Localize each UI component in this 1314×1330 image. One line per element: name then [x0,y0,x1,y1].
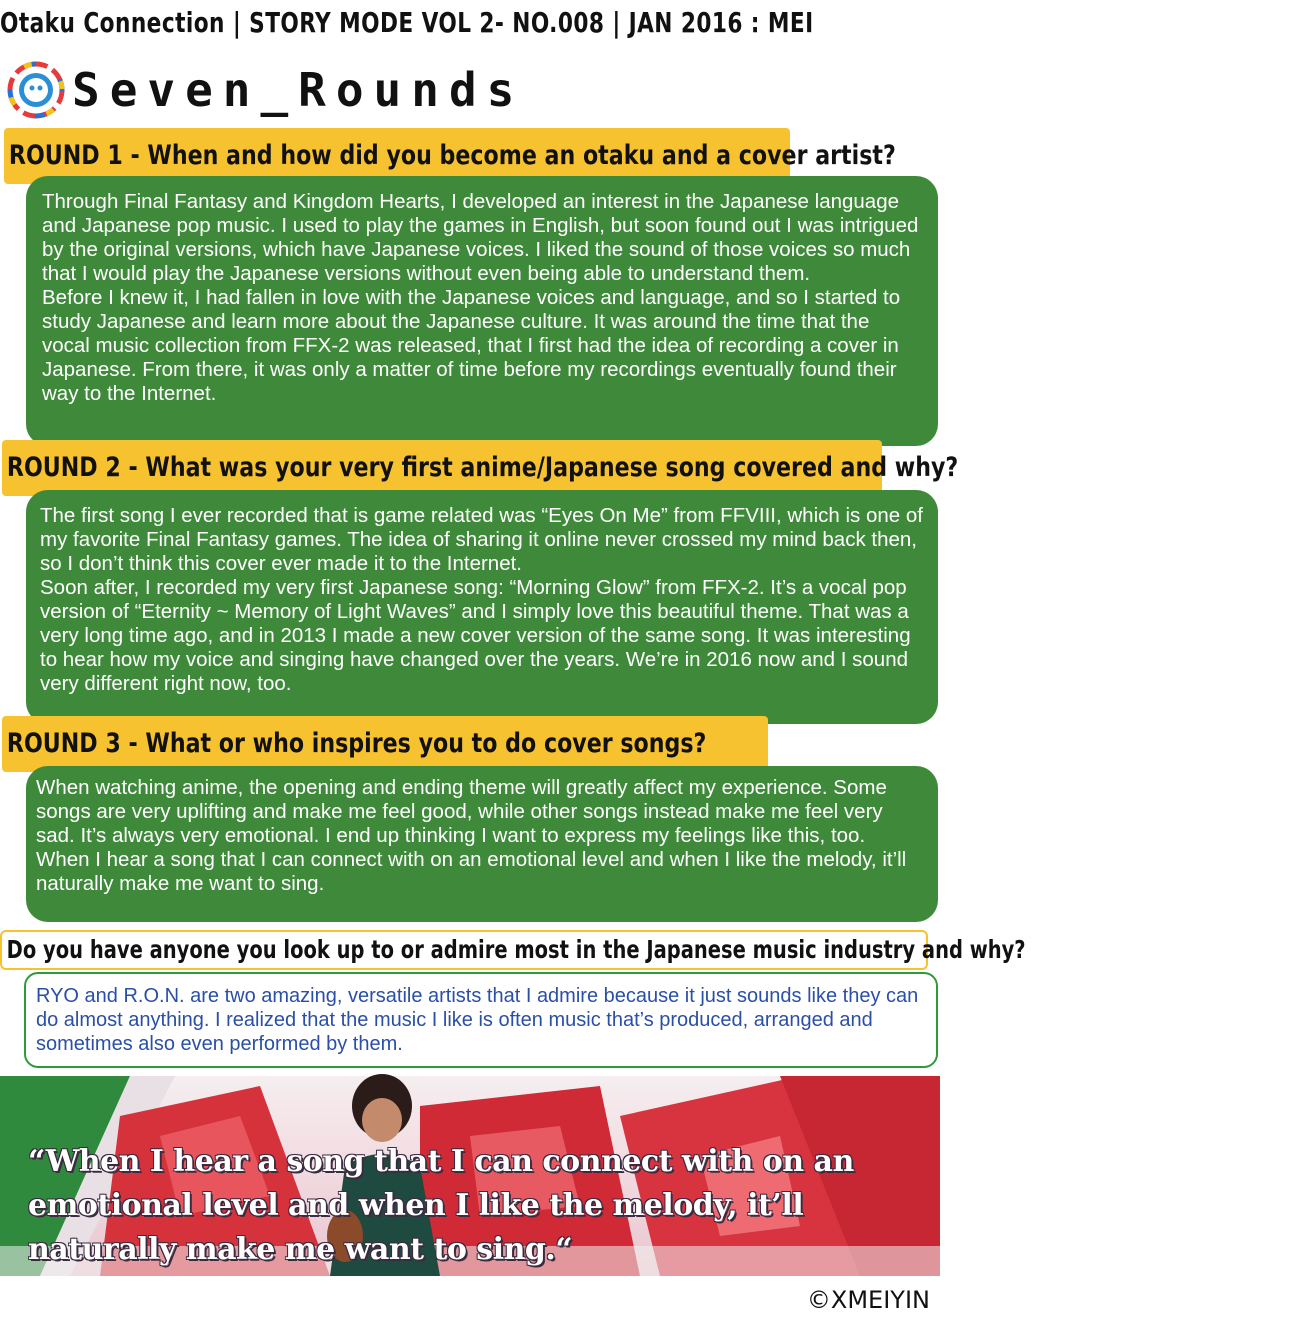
photo-credit: ©XMEIYIN [806,1286,930,1314]
round-2-question-banner [2,440,959,496]
round-1-answer-paragraph: Through Final Fantasy and Kingdom Hearts, I developed an interest in the Japanese language and Japanese pop music. I used to play the games in English, but soon found out I was intrigued by the original versions, which have Japanese voices. I liked the sound of those voices so much that I would play the Japanese versions without even being able to understand them. [42,190,919,285]
section-title: Seven_Rounds [72,63,525,117]
magazine-header: Otaku Connection | STORY MODE VOL 2- NO.008 | JAN 2016 : MEI [0,6,814,39]
round-1-answer-paragraph: Before I knew it, I had fallen in love with the Japanese voices and language, and so I started to study Japanese and learn more about the Japanese culture. It was around the time that the vocal music collection from FFX-2 was released, that I first had the idea of recording a cover in Japanese. From there, it was only a matter of time before my recordings eventually found their way to the Internet. [42,286,901,405]
otaku-connection-logo-icon [8,62,64,118]
bonus-question-banner [0,930,1026,970]
bonus-question: Do you have anyone you look up to or admire most in the Japanese music industry and why? [6,935,1026,964]
round-2-answer-paragraph: The first song I ever recorded that is game related was “Eyes On Me” from FFVIII, which is one of my favorite Final Fantasy games. The idea of sharing it online never crossed my mind back then, so I don’t think this cover ever made it to the Internet. [40,504,923,575]
round-2-answer-paragraph: Soon after, I recorded my very first Japanese song: “Morning Glow” from FFX-2. It’s a vocal pop version of “Eternity ~ Memory of Light Waves” and I simply love this beautiful theme. That was a very long time ago, and in 2013 I made a new cover version of the same song. It was interesting to hear how my voice and singing have changed over the years. We’re in 2016 now and I sound very different right now, too. [40,576,911,695]
round-3-question-banner [2,716,768,772]
round-1-answer [26,176,938,446]
section-brand [8,60,524,120]
round-3-answer [26,766,938,922]
round-3-answer-paragraph: When I hear a song that I can connect with on an emotional level and when I like the melody, it’ll naturally make me want to sing. [36,848,907,895]
round-3-question: ROUND 3 - What or who inspires you to do cover songs? [6,728,707,759]
pull-quote: “When I hear a song that I can connect with on an emotional level and when I like the melody, it’ll naturally make me want to sing.“ [28,1144,854,1267]
round-3-answer-paragraph: When watching anime, the opening and ending theme will greatly affect my experience. Some songs are very uplifting and make me feel good, while other songs instead make me feel very sad. It’s always very emotional. I end up thinking I want to express my feelings like this, too. [36,776,887,847]
round-2-question: ROUND 2 - What was your very first anime/Japanese song covered and why? [6,452,959,483]
round-1-question: ROUND 1 - When and how did you become an otaku and a cover artist? [8,140,896,171]
round-2-answer [26,490,938,724]
bonus-answer: RYO and R.O.N. are two amazing, versatile artists that I admire because it just sounds like they can do almost anything. I realized that the music I like is often music that’s produced, arranged and sometimes also even performed by them. [24,972,938,1068]
